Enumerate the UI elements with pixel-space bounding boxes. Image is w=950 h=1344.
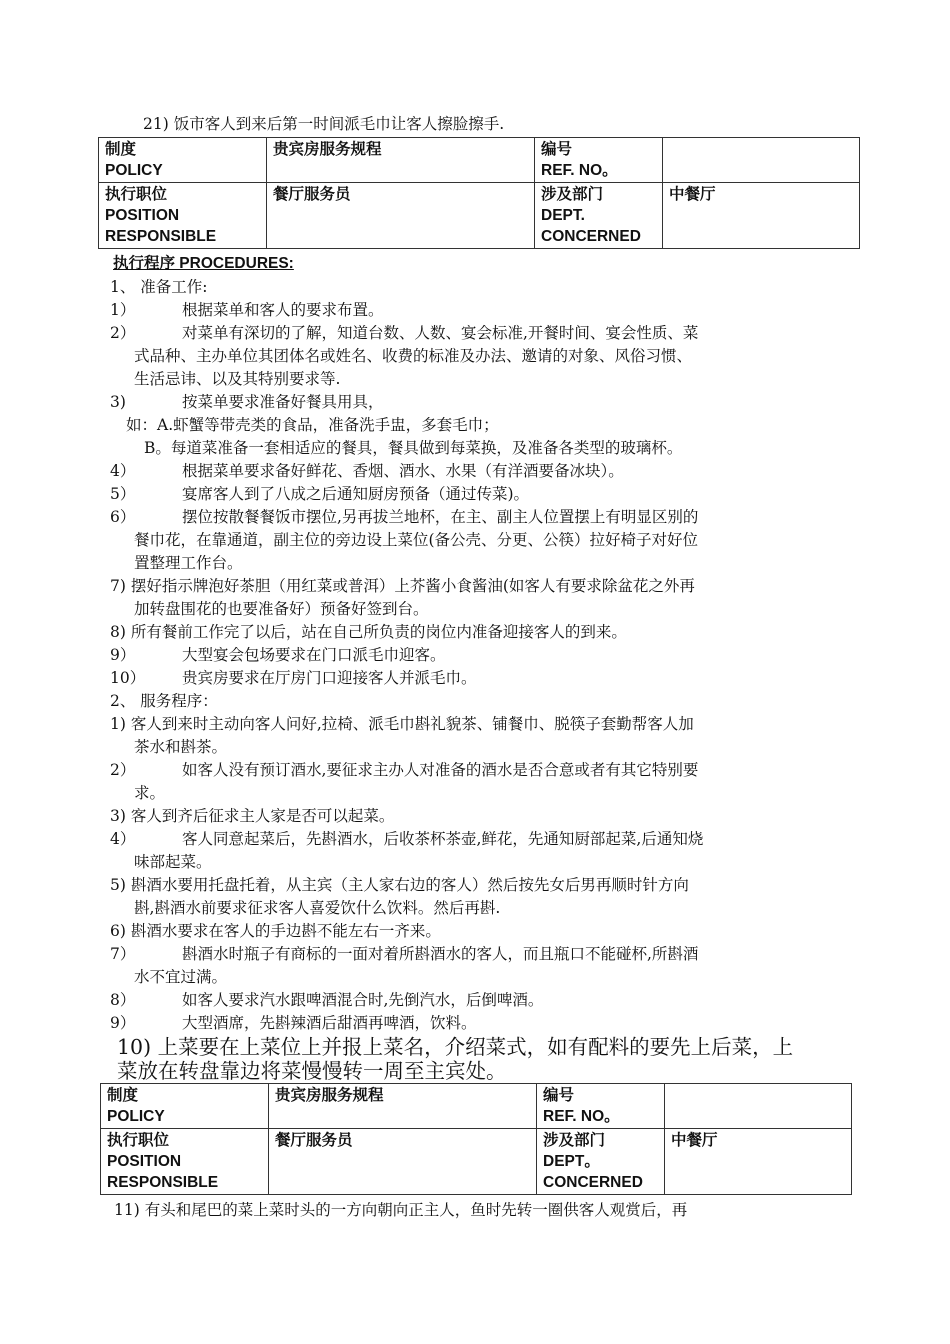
prep-item-7-cont: 加转盘围花的也要准备好）预备好签到台。 — [134, 600, 429, 618]
item-text: 如客人没有预订酒水,要征求主办人对准备的酒水是否合意或者有其它特别要 — [182, 761, 699, 779]
dept-value: 中餐厅 — [669, 186, 716, 203]
item-text: 斟酒水时瓶子有商标的一面对着所斟酒水的客人，而且瓶口不能碰杯,所斟酒 — [182, 945, 699, 963]
ref-label-en: REF. NO。 — [541, 162, 618, 179]
service-item-10-cont: 菜放在转盘靠边将菜慢慢转一周至主宾处。 — [117, 1059, 507, 1083]
policy-header-table — [98, 137, 860, 249]
ref-label-cell — [535, 138, 663, 183]
dept-label-cell — [537, 1129, 665, 1195]
service-item-2-cont: 求。 — [134, 784, 166, 802]
position-label-en1: POSITION — [105, 207, 180, 224]
policy-header-table-2 — [100, 1083, 852, 1195]
position-label-cn: 执行职位 — [107, 1132, 170, 1149]
position-label-en1: POSITION — [107, 1153, 182, 1170]
policy-value: 贵宾房服务规程 — [275, 1087, 384, 1104]
position-label-cell — [101, 1129, 269, 1195]
item-number: 9） — [110, 646, 136, 664]
prep-item-3-a: 如：A.虾蟹等带壳类的食品，准备洗手盅，多套毛巾； — [126, 416, 499, 434]
ref-label-cn: 编号 — [541, 141, 573, 158]
item-number: 2） — [110, 324, 136, 342]
position-value: 餐厅服务员 — [273, 186, 351, 203]
service-item-10: 10) 上菜要在上菜位上并报上菜名，介绍菜式，如有配料的要先上后菜，上 — [117, 1035, 794, 1059]
policy-label-cn: 制度 — [105, 141, 137, 158]
policy-label-cell — [101, 1084, 269, 1129]
prep-item-6-cont: 置整理工作台。 — [134, 554, 243, 572]
dept-label-en2: CONCERNED — [543, 1174, 643, 1191]
prep-item-5 — [110, 483, 529, 506]
service-item-7 — [110, 943, 698, 966]
service-item-9 — [110, 1012, 477, 1035]
item-number: 5） — [110, 485, 136, 503]
ref-label-cell — [537, 1084, 665, 1129]
dept-value-cell — [665, 1129, 852, 1195]
item-number: 7） — [110, 945, 136, 963]
item-text: 宴席客人到了八成之后通知厨房预备（通过传菜)。 — [182, 485, 530, 503]
procedures-title: 执行程序 PROCEDURES: — [113, 255, 294, 272]
service-item-4-cont: 味部起菜。 — [134, 853, 212, 871]
policy-label-cell — [99, 138, 267, 183]
ref-value-cell — [663, 138, 860, 183]
dept-value-cell — [663, 183, 860, 249]
position-value-cell — [267, 183, 535, 249]
item-text: 按菜单要求准备好餐具用具， — [182, 393, 384, 411]
prep-item-10 — [110, 667, 477, 690]
position-label-cell — [99, 183, 267, 249]
prep-item-3 — [110, 391, 384, 414]
prep-item-2-cont: 式品种、主办单位其团体名或姓名、收费的标准及办法、邀请的对象、风俗习惯、 — [134, 347, 693, 365]
service-item-3: 3) 客人到齐后征求主人家是否可以起菜。 — [110, 807, 395, 825]
section-2-heading: 2、 服务程序： — [110, 692, 218, 710]
service-item-8 — [110, 989, 543, 1012]
prep-item-9 — [110, 644, 446, 667]
ref-label-en: REF. NO。 — [543, 1108, 620, 1125]
service-item-1: 1) 客人到来时主动向客人问好,拉椅、派毛巾斟礼貌茶、铺餐巾、脱筷子套勤帮客人加 — [110, 715, 694, 733]
dept-value: 中餐厅 — [671, 1132, 718, 1149]
item-text: 摆位按散餐餐饭市摆位,另再拔兰地杯，在主、副主人位置摆上有明显区别的 — [182, 508, 699, 526]
policy-label-en: POLICY — [107, 1108, 165, 1125]
policy-label-cn: 制度 — [107, 1087, 139, 1104]
service-item-7-cont: 水不宜过满。 — [134, 968, 228, 986]
policy-value: 贵宾房服务规程 — [273, 141, 382, 158]
position-label-en2: RESPONSIBLE — [105, 228, 217, 245]
ref-label-cn: 编号 — [543, 1087, 575, 1104]
item-number: 1） — [110, 301, 136, 319]
policy-value-cell — [269, 1084, 537, 1129]
item-text: 大型酒席，先斟辣酒后甜酒再啤酒，饮料。 — [182, 1014, 477, 1032]
service-item-4 — [110, 828, 703, 851]
prep-item-7: 7) 摆好指示牌泡好茶胆（用红菜或普洱）上芥酱小食酱油(如客人有要求除盆花之外再 — [110, 577, 695, 595]
item-text: 客人同意起菜后，先斟酒水，后收茶杯茶壶,鲜花，先通知厨部起菜,后通知烧 — [182, 830, 704, 848]
item-number: 10） — [110, 669, 146, 687]
item-number: 6） — [110, 508, 136, 526]
item-text: 如客人要求汽水跟啤酒混合时,先倒汽水，后倒啤酒。 — [182, 991, 544, 1009]
item-text: 贵宾房要求在厅房门口迎接客人并派毛巾。 — [182, 669, 477, 687]
position-label-cn: 执行职位 — [105, 186, 168, 203]
service-item-1-cont: 茶水和斟茶。 — [134, 738, 228, 756]
item-21-line: 21) 饭市客人到来后第一时间派毛巾让客人擦脸擦手. — [143, 115, 505, 133]
policy-value-cell — [267, 138, 535, 183]
dept-label-en2: CONCERNED — [541, 228, 641, 245]
item-number: 3) — [110, 393, 126, 411]
item-text: 根据菜单和客人的要求布置。 — [182, 301, 384, 319]
prep-item-6 — [110, 506, 698, 529]
service-item-5: 5) 斟酒水要用托盘托着，从主宾（主人家右边的客人）然后按先女后男再顺时针方向 — [110, 876, 689, 894]
dept-label-cell — [535, 183, 663, 249]
position-value-cell — [269, 1129, 537, 1195]
item-number: 4） — [110, 830, 136, 848]
service-item-11: 11) 有头和尾巴的菜上菜时头的一方向朝向正主人，鱼时先转一圈供客人观赏后，再 — [114, 1201, 688, 1219]
item-text: 根据菜单要求备好鲜花、香烟、酒水、水果（有洋酒要备冰块）。 — [182, 462, 624, 480]
item-number: 9） — [110, 1014, 136, 1032]
service-item-5-cont: 斟,斟酒水前要求征求客人喜爱饮什么饮料。然后再斟. — [134, 899, 501, 917]
prep-item-2-cont: 生活忌讳、以及其特别要求等. — [134, 370, 341, 388]
service-item-2 — [110, 759, 698, 782]
prep-item-6-cont: 餐巾花，在靠通道，副主位的旁边设上菜位(备公壳、分更、公筷）拉好椅子对好位 — [134, 531, 699, 549]
ref-value-cell — [665, 1084, 852, 1129]
policy-label-en: POLICY — [105, 162, 163, 179]
item-text: 大型宴会包场要求在门口派毛巾迎客。 — [182, 646, 446, 664]
item-number: 8） — [110, 991, 136, 1009]
item-number: 2） — [110, 761, 136, 779]
position-value: 餐厅服务员 — [275, 1132, 353, 1149]
section-1-heading: 1、 准备工作: — [110, 278, 208, 296]
dept-label-cn: 涉及部门 — [541, 186, 604, 203]
prep-item-4 — [110, 460, 624, 483]
service-item-6: 6) 斟酒水要求在客人的手边斟不能左右一齐来。 — [110, 922, 441, 940]
dept-label-en1: DEPT. — [541, 207, 585, 224]
dept-label-en1: DEPT。 — [543, 1153, 600, 1170]
item-text: 对菜单有深切的了解，知道台数、人数、宴会标准,开餐时间、宴会性质、菜 — [182, 324, 699, 342]
item-number: 4） — [110, 462, 136, 480]
dept-label-cn: 涉及部门 — [543, 1132, 606, 1149]
prep-item-8: 8) 所有餐前工作完了以后，站在自己所负责的岗位内准备迎接客人的到来。 — [110, 623, 627, 641]
prep-item-1 — [110, 299, 384, 322]
prep-item-3-b: B。每道菜准备一套相适应的餐具，餐具做到每菜换，及准备各类型的玻璃杯。 — [144, 439, 683, 457]
prep-item-2 — [110, 322, 698, 345]
position-label-en2: RESPONSIBLE — [107, 1174, 219, 1191]
